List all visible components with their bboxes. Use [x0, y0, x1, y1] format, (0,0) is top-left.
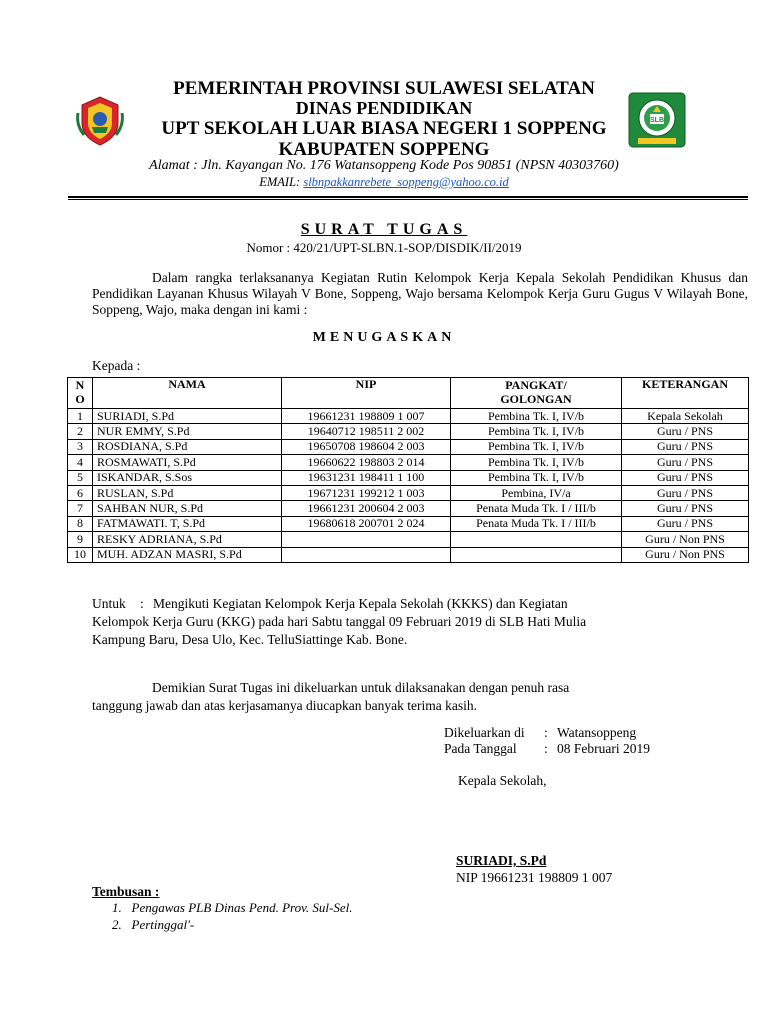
header-divider-thin [68, 199, 748, 200]
cell-pangkat: Pembina Tk. I, IV/b [451, 470, 622, 485]
cell-no: 4 [68, 455, 93, 470]
table-row [68, 532, 749, 547]
issued-date-sep: : [544, 741, 548, 756]
cell-no: 9 [68, 532, 93, 547]
cell-keterangan: Guru / PNS [622, 424, 749, 439]
table-row [68, 470, 749, 485]
tembusan-item [112, 900, 352, 916]
cell-no: 1 [68, 409, 93, 424]
issued-place-sep: : [544, 725, 548, 740]
cell-nama: ROSMAWATI, S.Pd [93, 455, 282, 470]
cell-nama: SURIADI, S.Pd [93, 409, 282, 424]
table-row [68, 424, 749, 439]
letterhead-regency: KABUPATEN SOPPENG [278, 139, 490, 160]
cell-nip [282, 547, 451, 562]
cell-nip: 19640712 198511 2 002 [282, 424, 451, 439]
cell-keterangan: Guru / Non PNS [622, 532, 749, 547]
cell-keterangan: Guru / PNS [622, 501, 749, 516]
cell-no: 6 [68, 485, 93, 500]
table-header-row [68, 378, 749, 409]
cell-nama: SAHBAN NUR, S.Pd [93, 501, 282, 516]
tembusan-num: 1. [112, 900, 122, 915]
table-row [68, 439, 749, 454]
cell-nama: MUH. ADZAN MASRI, S.Pd [93, 547, 282, 562]
assignee-table [67, 377, 749, 563]
tembusan-text: Pengawas PLB Dinas Pend. Prov. Sul-Sel. [131, 900, 353, 915]
untuk-line-1: Mengikuti Kegiatan Kelompok Kerja Kepala Sekolah (KKKS) dan Kegiatan [153, 596, 568, 611]
cell-nip [282, 532, 451, 547]
cell-nip: 19660622 198803 2 014 [282, 455, 451, 470]
signatory-nip: NIP 19661231 198809 1 007 [456, 870, 613, 885]
cell-nama: ROSDIANA, S.Pd [93, 439, 282, 454]
cell-no: 2 [68, 424, 93, 439]
cell-nip: 19671231 199212 1 003 [282, 485, 451, 500]
cell-nip: 19650708 198604 2 003 [282, 439, 451, 454]
intro-paragraph: Dalam rangka terlaksananya Kegiatan Rutin Kelompok Kerja Kepala Sekolah Pendidikan Khusus dan Pendidikan Layanan Khusus Wilayah V Bone, Soppeng, Wajo bersama Kelompok Kerja Guru Gugus V Wilayah Bone, Soppeng, Wajo, maka dengan ini kami : [92, 270, 748, 317]
cell-pangkat: Pembina Tk. I, IV/b [451, 424, 622, 439]
col-nama: NAMA [93, 378, 282, 409]
cell-pangkat: Pembina Tk. I, IV/b [451, 409, 622, 424]
cell-pangkat [451, 532, 622, 547]
tembusan-text: Pertinggal'- [131, 917, 195, 932]
kepada-label: Kepada : [92, 358, 141, 373]
letterhead-province: PEMERINTAH PROVINSI SULAWESI SELATAN [173, 78, 595, 99]
letterhead-email-line [0, 175, 768, 190]
cell-nip: 19661231 198809 1 007 [282, 409, 451, 424]
header-divider [68, 196, 748, 198]
cell-nama: RUSLAN, S.Pd [93, 485, 282, 500]
closing-line-1: Demikian Surat Tugas ini dikeluarkan untuk dilaksanakan dengan penuh rasa [152, 680, 570, 695]
menugaskan-heading: MENUGASKAN [312, 330, 456, 345]
issued-place-label: Dikeluarkan di [444, 725, 525, 740]
cell-pangkat: Pembina Tk. I, IV/b [451, 455, 622, 470]
untuk-line-3: Kampung Baru, Desa Ulo, Kec. TelluSiattinge Kab. Bone. [92, 632, 408, 647]
table-row [68, 547, 749, 562]
letterhead-department: DINAS PENDIDIKAN [295, 98, 473, 118]
cell-keterangan: Guru / PNS [622, 485, 749, 500]
cell-keterangan: Kepala Sekolah [622, 409, 749, 424]
svg-text:SLB: SLB [650, 117, 664, 124]
letterhead-school: UPT SEKOLAH LUAR BIASA NEGERI 1 SOPPENG [161, 118, 607, 139]
cell-keterangan: Guru / Non PNS [622, 547, 749, 562]
cell-nama: NUR EMMY, S.Pd [93, 424, 282, 439]
cell-keterangan: Guru / PNS [622, 470, 749, 485]
cell-no: 5 [68, 470, 93, 485]
col-nip: NIP [282, 378, 451, 409]
table-row [68, 455, 749, 470]
table-row [68, 516, 749, 531]
col-pangkat: PANGKAT/ GOLONGAN [451, 378, 622, 409]
cell-nama: ISKANDAR, S.Sos [93, 470, 282, 485]
cell-no: 10 [68, 547, 93, 562]
cell-no: 8 [68, 516, 93, 531]
tembusan-item [112, 917, 194, 933]
table-row [68, 485, 749, 500]
untuk-separator: : [140, 596, 144, 611]
issued-date-value: 08 Februari 2019 [557, 741, 650, 756]
document-title: SURAT TUGAS [300, 221, 468, 238]
document-number: Nomor : 420/21/UPT-SLBN.1-SOP/DISDIK/II/2019 [246, 240, 522, 255]
cell-no: 7 [68, 501, 93, 516]
untuk-label: Untuk [92, 596, 126, 611]
signatory-name: SURIADI, S.Pd [456, 853, 547, 868]
issued-date-label: Pada Tanggal [444, 741, 517, 756]
cell-pangkat [451, 547, 622, 562]
cell-keterangan: Guru / PNS [622, 455, 749, 470]
email-link[interactable]: slbnpakkanrebete_soppeng@yahoo.co.id [303, 175, 509, 189]
letterhead-address: Alamat : Jln. Kayangan No. 176 Watansoppeng Kode Pos 90851 (NPSN 40303760) [149, 158, 619, 173]
cell-pangkat: Pembina Tk. I, IV/b [451, 439, 622, 454]
col-no: N O [68, 378, 93, 409]
table-row [68, 409, 749, 424]
cell-keterangan: Guru / PNS [622, 439, 749, 454]
issued-place-value: Watansoppeng [557, 725, 637, 740]
closing-line-2: tanggung jawab dan atas kerjasamanya diucapkan banyak terima kasih. [92, 698, 477, 713]
table-row [68, 501, 749, 516]
cell-nama: FATMAWATI. T, S.Pd [93, 516, 282, 531]
cell-keterangan: Guru / PNS [622, 516, 749, 531]
cell-nama: RESKY ADRIANA, S.Pd [93, 532, 282, 547]
cell-nip: 19631231 198411 1 100 [282, 470, 451, 485]
tembusan-label: Tembusan : [92, 884, 160, 899]
cell-pangkat: Pembina, IV/a [451, 485, 622, 500]
untuk-line-2: Kelompok Kerja Guru (KKG) pada hari Sabtu tanggal 09 Februari 2019 di SLB Hati Mulia [92, 614, 587, 629]
email-label: EMAIL: [259, 175, 304, 189]
cell-nip: 19661231 200604 2 003 [282, 501, 451, 516]
cell-pangkat: Penata Muda Tk. I / III/b [451, 501, 622, 516]
signatory-role: Kepala Sekolah, [458, 773, 547, 788]
col-keterangan: KETERANGAN [622, 378, 749, 409]
cell-nip: 19680618 200701 2 024 [282, 516, 451, 531]
tembusan-num: 2. [112, 917, 122, 932]
cell-no: 3 [68, 439, 93, 454]
cell-pangkat: Penata Muda Tk. I / III/b [451, 516, 622, 531]
